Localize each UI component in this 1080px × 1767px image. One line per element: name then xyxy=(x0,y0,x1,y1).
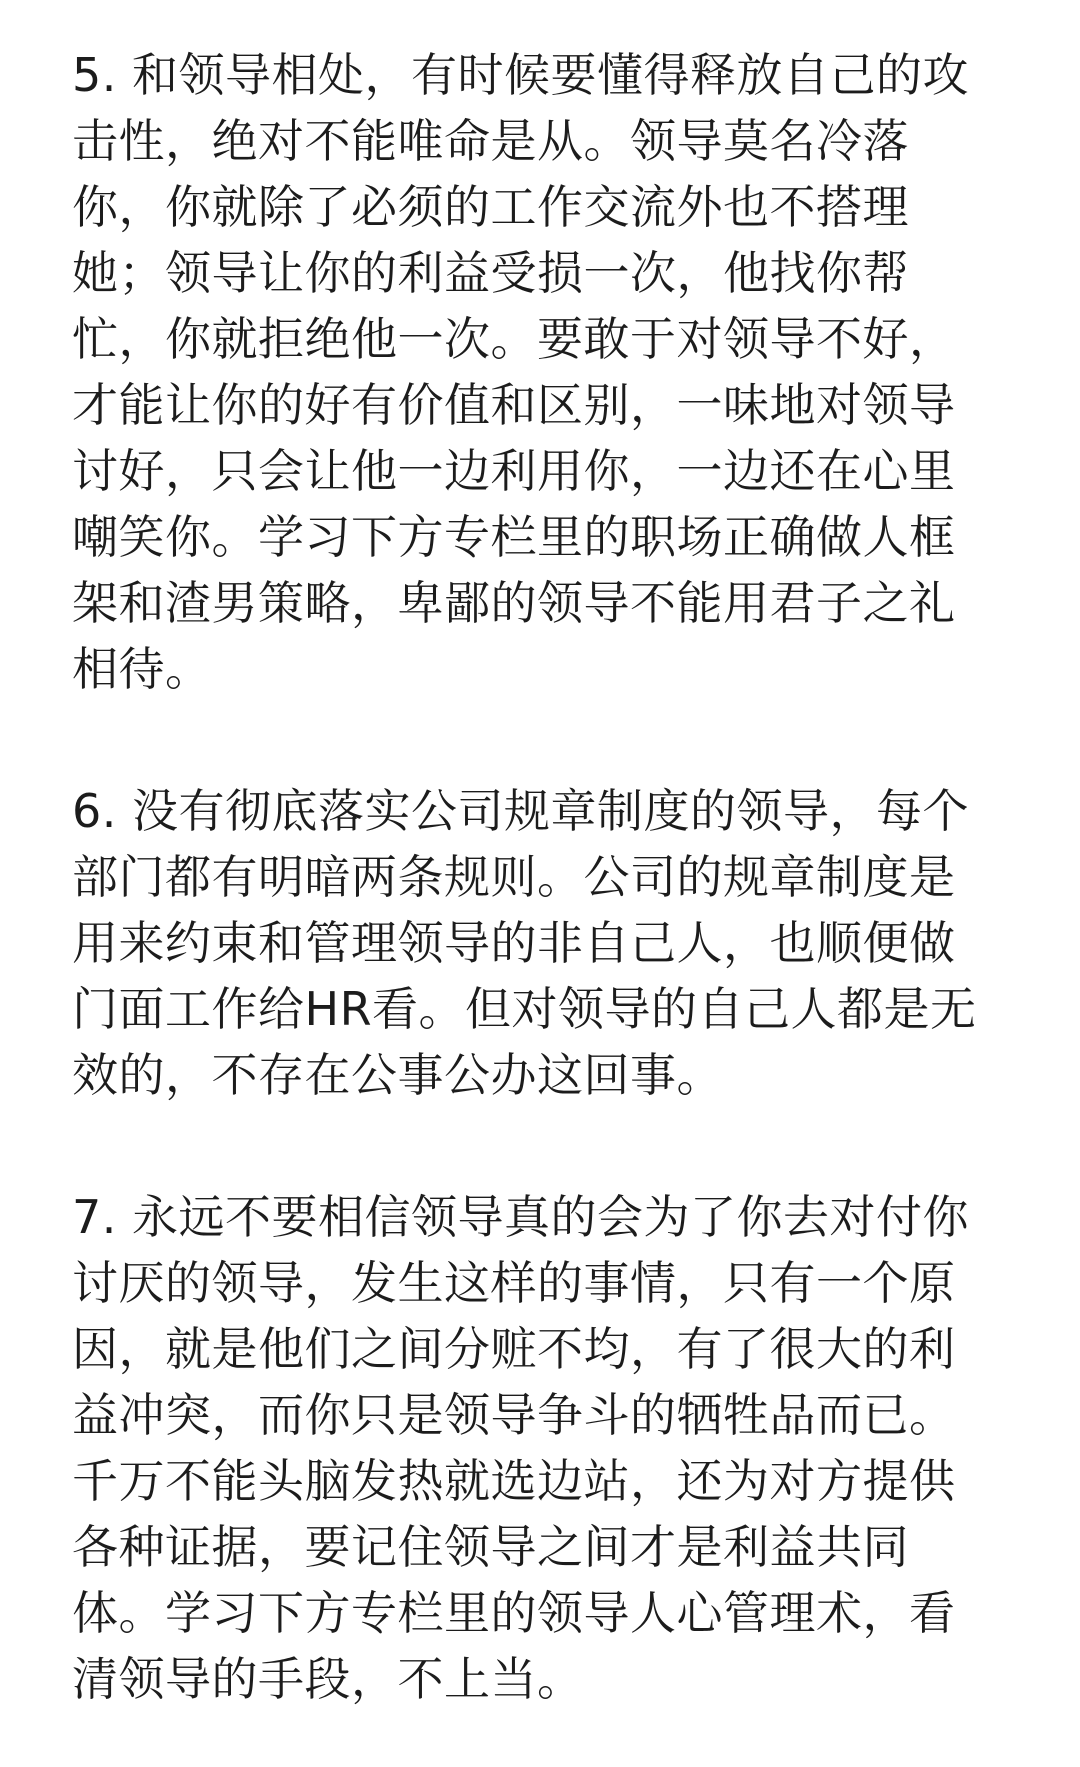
text-line: 才能让你的好有价值和区别，一味地对领导 xyxy=(72,378,956,432)
text-line: 用来约束和管理领导的非自己人，也顺便做 xyxy=(72,916,956,970)
text-line: 益冲突，而你只是领导争斗的牺牲品而已。 xyxy=(72,1388,956,1442)
paragraph-6 xyxy=(72,778,1032,1108)
text-line: 各种证据，要记住领导之间才是利益共同 xyxy=(72,1520,909,1574)
text-line: 因，就是他们之间分赃不均，有了很大的利 xyxy=(72,1322,956,1376)
text-line: 清领导的手段，不上当。 xyxy=(72,1652,584,1706)
text-line: 6. 没有彻底落实公司规章制度的领导，每个 xyxy=(72,784,970,838)
text-line: 架和渣男策略，卑鄙的领导不能用君子之礼 xyxy=(72,576,956,630)
paragraph-7 xyxy=(72,1184,1032,1712)
text-line: 效的，不存在公事公办这回事。 xyxy=(72,1048,723,1102)
text-line: 她；领导让你的利益受损一次，他找你帮 xyxy=(72,246,909,300)
text-line: 讨厌的领导，发生这样的事情，只有一个原 xyxy=(72,1256,956,1310)
text-line: 忙，你就拒绝他一次。要敢于对领导不好， xyxy=(72,312,956,366)
text-line: 讨好，只会让他一边利用你，一边还在心里 xyxy=(72,444,956,498)
text-line: 门面工作给HR看。但对领导的自己人都是无 xyxy=(72,982,977,1036)
text-line: 5. 和领导相处，有时候要懂得释放自己的攻 xyxy=(72,48,970,102)
paragraph-5 xyxy=(72,42,1032,702)
text-line: 击性，绝对不能唯命是从。领导莫名冷落 xyxy=(72,114,909,168)
text-line: 你，你就除了必须的工作交流外也不搭理 xyxy=(72,180,909,234)
text-line: 部门都有明暗两条规则。公司的规章制度是 xyxy=(72,850,956,904)
text-line: 7. 永远不要相信领导真的会为了你去对付你 xyxy=(72,1190,970,1244)
text-line: 千万不能头脑发热就选边站，还为对方提供 xyxy=(72,1454,956,1508)
text-line: 相待。 xyxy=(72,642,212,696)
text-line: 体。学习下方专栏里的领导人心管理术，看 xyxy=(72,1586,956,1640)
text-line: 嘲笑你。学习下方专栏里的职场正确做人框 xyxy=(72,510,956,564)
